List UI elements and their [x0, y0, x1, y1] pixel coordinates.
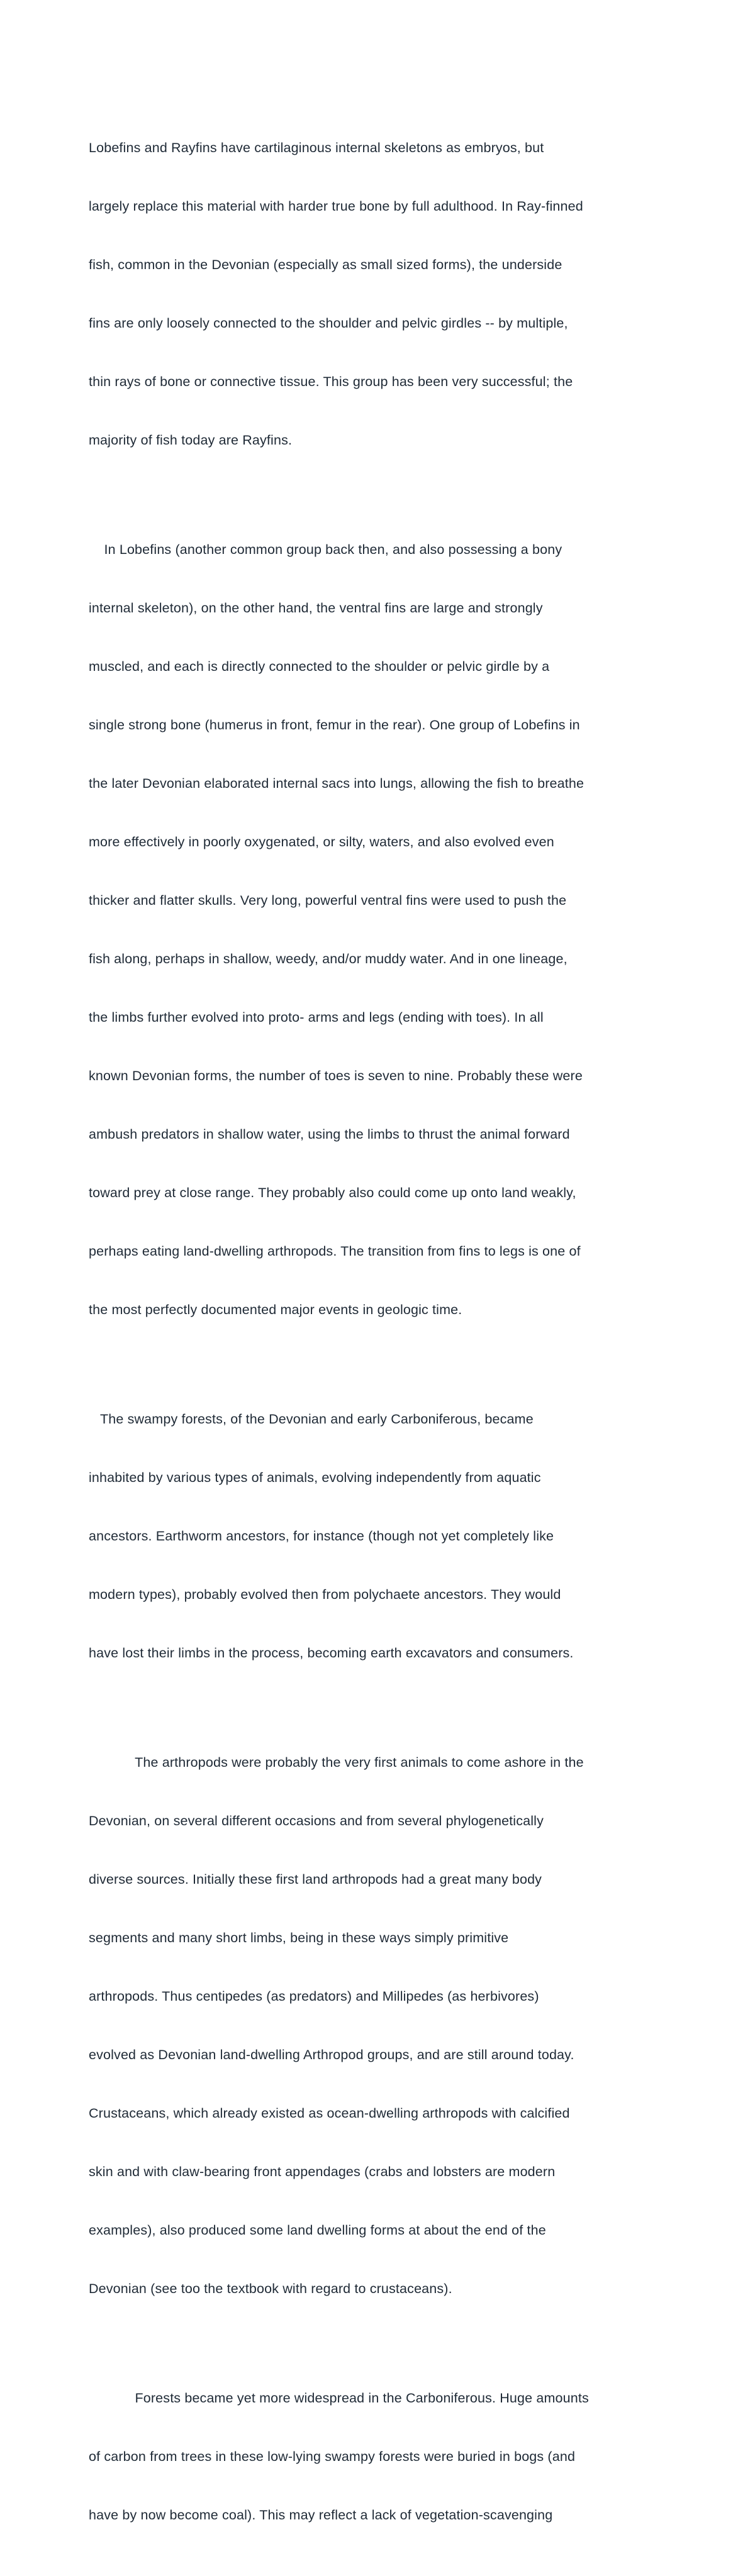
text-line: fins are only loosely connected to the shoulder and pelvic girdles -- by multiple,	[89, 316, 568, 331]
text-line: toward prey at close range. They probably also could come up onto land weakly,	[89, 1185, 576, 1200]
document-body	[89, 99, 674, 2576]
text-line: Devonian, on several different occasions and from several phylogenetically	[89, 1813, 544, 1828]
text-line: In Lobefins (another common group back then, and also possessing a bony	[89, 542, 562, 557]
paragraph-carboniferous-forests	[89, 2350, 674, 2564]
text-line: have lost their limbs in the process, becoming earth excavators and consumers.	[89, 1645, 574, 1661]
text-line: evolved as Devonian land-dwelling Arthropod groups, and are still around today.	[89, 2047, 574, 2062]
text-line: Lobefins and Rayfins have cartilaginous internal skeletons as embryos, but	[89, 140, 544, 155]
text-line: more effectively in poorly oxygenated, or silty, waters, and also evolved even	[89, 834, 554, 849]
text-line: have by now become coal). This may reflect a lack of vegetation-scavenging	[89, 2507, 553, 2523]
text-line: modern types), probably evolved then from polychaete ancestors. They would	[89, 1587, 561, 1602]
text-line: the later Devonian elaborated internal sacs into lungs, allowing the fish to breathe	[89, 776, 584, 791]
text-line: muscled, and each is directly connected to the shoulder or pelvic girdle by a	[89, 659, 550, 674]
text-line: thicker and flatter skulls. Very long, powerful ventral fins were used to push the	[89, 893, 567, 908]
paragraph-lobefins	[89, 501, 674, 1359]
text-line: ambush predators in shallow water, using the limbs to thrust the animal forward	[89, 1127, 570, 1142]
text-line: fish along, perhaps in shallow, weedy, and/or muddy water. And in one lineage,	[89, 951, 568, 966]
text-line: internal skeleton), on the other hand, the ventral fins are large and strongly	[89, 600, 543, 616]
text-line: Crustaceans, which already existed as ocean-dwelling arthropods with calcified	[89, 2106, 570, 2121]
text-line: The arthropods were probably the very first animals to come ashore in the	[89, 1755, 584, 1770]
paragraph-swampy-forests	[89, 1371, 674, 1702]
text-line: The swampy forests, of the Devonian and early Carboniferous, became	[89, 1412, 534, 1427]
text-line: the most perfectly documented major events in geologic time.	[89, 1302, 462, 1317]
text-line: Forests became yet more widespread in the Carboniferous. Huge amounts	[89, 2391, 589, 2406]
paragraph-rayfins	[89, 99, 674, 489]
text-line: majority of fish today are Rayfins.	[89, 433, 293, 448]
text-line: Devonian (see too the textbook with regard to crustaceans).	[89, 2281, 452, 2296]
text-line: the limbs further evolved into proto- arms and legs (ending with toes). In all	[89, 1010, 544, 1025]
text-line: ancestors. Earthworm ancestors, for instance (though not yet completely like	[89, 1528, 554, 1544]
text-line: arthropods. Thus centipedes (as predators) and Millipedes (as herbivores)	[89, 1989, 539, 2004]
text-line: single strong bone (humerus in front, femur in the rear). One group of Lobefins in	[89, 717, 580, 732]
text-line: known Devonian forms, the number of toes is seven to nine. Probably these were	[89, 1068, 583, 1083]
text-line: largely replace this material with harder true bone by full adulthood. In Ray-finned	[89, 199, 583, 214]
text-line: inhabited by various types of animals, evolving independently from aquatic	[89, 1470, 541, 1485]
paragraph-arthropods	[89, 1714, 674, 2338]
text-line: fish, common in the Devonian (especially as small sized forms), the underside	[89, 257, 562, 272]
text-line: examples), also produced some land dwelling forms at about the end of the	[89, 2223, 546, 2238]
text-line: skin and with claw-bearing front appendages (crabs and lobsters are modern	[89, 2164, 556, 2179]
text-line: perhaps eating land-dwelling arthropods. The transition from fins to legs is one of	[89, 1244, 581, 1259]
text-line: diverse sources. Initially these first land arthropods had a great many body	[89, 1872, 542, 1887]
text-line: thin rays of bone or connective tissue. This group has been very successful; the	[89, 374, 573, 389]
text-line: segments and many short limbs, being in these ways simply primitive	[89, 1930, 509, 1945]
text-line: of carbon from trees in these low-lying swampy forests were buried in bogs (and	[89, 2449, 576, 2464]
